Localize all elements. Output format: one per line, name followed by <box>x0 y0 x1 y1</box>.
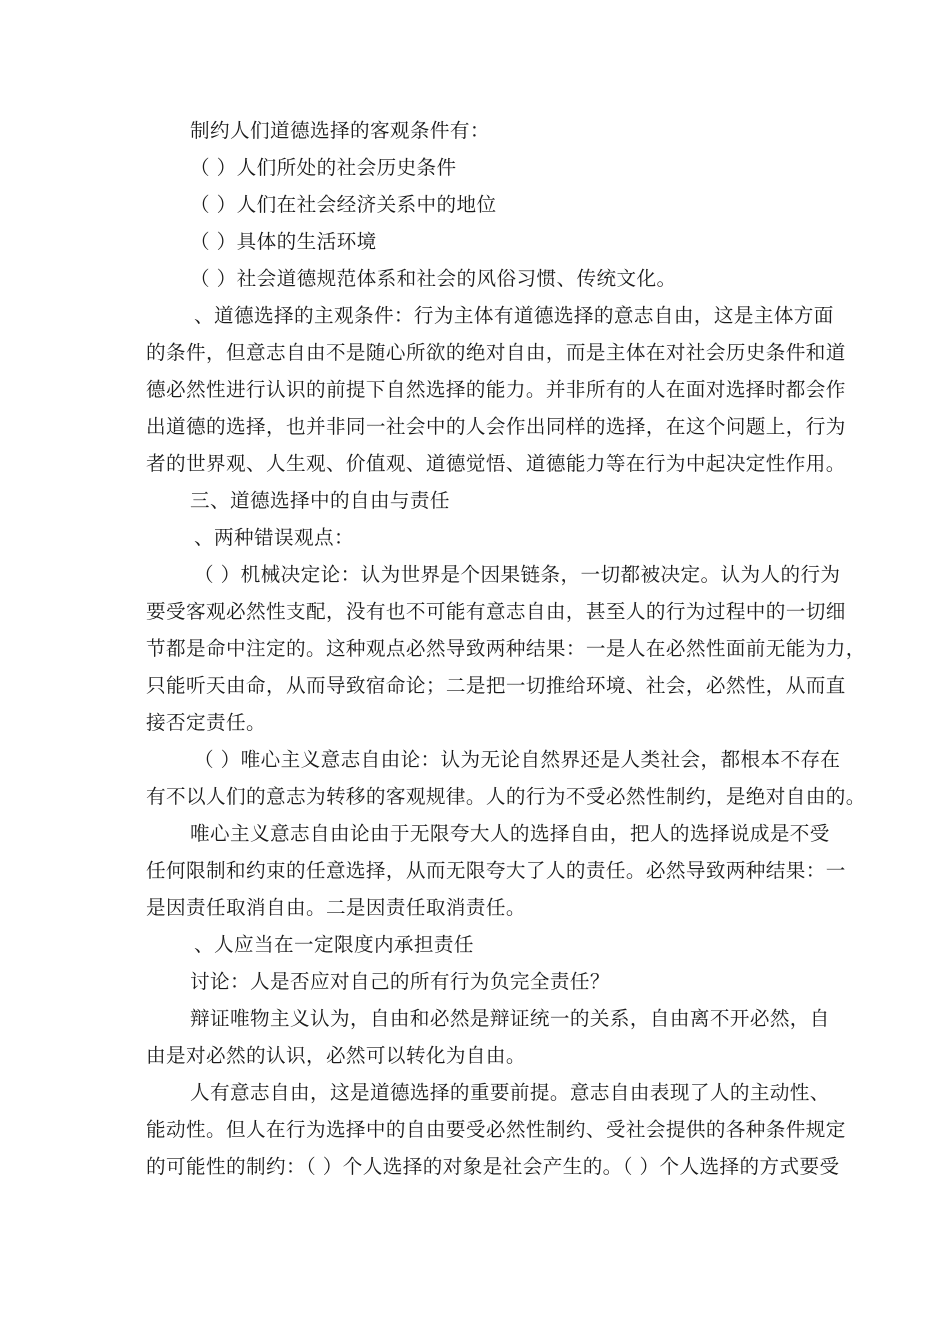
paragraph-line: 辩证唯物主义认为，自由和必然是辩证统一的关系，自由离不开必然，自 <box>190 1007 830 1030</box>
paragraph-line: 的可能性的制约：（ ）个人选择的对象是社会产生的。（ ）个人选择的方式要受 <box>146 1155 840 1178</box>
subsection-heading: 、两种错误观点： <box>194 526 354 549</box>
paragraph-line: 任何限制和约束的任意选择，从而无限夸大了人的责任。必然导致两种结果：一 <box>146 859 846 882</box>
list-item: （ ）社会道德规范体系和社会的风俗习惯、传统文化。 <box>190 267 677 290</box>
paragraph-line: 唯心主义意志自由论由于无限夸大人的选择自由，把人的选择说成是不受 <box>190 822 830 845</box>
paragraph-line: 能动性。但人在行为选择中的自由要受必然性制约、受社会提供的各种条件规定 <box>146 1118 846 1141</box>
paragraph-line: 、道德选择的主观条件：行为主体有道德选择的意志自由，这是主体方面 <box>194 304 834 327</box>
list-item: （ ）人们所处的社会历史条件 <box>190 156 457 179</box>
discussion-question: 讨论：人是否应对自己的所有行为负完全责任？ <box>190 970 610 993</box>
paragraph-line: 人有意志自由，这是道德选择的重要前提。意志自由表现了人的主动性、 <box>190 1081 830 1104</box>
section-heading: 三、道德选择中的自由与责任 <box>190 489 450 512</box>
paragraph-line: 者的世界观、人生观、价值观、道德觉悟、道德能力等在行为中起决定性作用。 <box>146 452 846 475</box>
document-body <box>146 112 866 1185</box>
paragraph-line: 由是对必然的认识，必然可以转化为自由。 <box>146 1044 526 1067</box>
paragraph-line: 要受客观必然性支配，没有也不可能有意志自由，甚至人的行为过程中的一切细 <box>146 600 846 623</box>
paragraph-line: 只能听天由命，从而导致宿命论；二是把一切推给环境、社会，必然性，从而直 <box>146 674 846 697</box>
paragraph-line: 的条件，但意志自由不是随心所欲的绝对自由，而是主体在对社会历史条件和道 <box>146 341 846 364</box>
paragraph-line: （ ）机械决定论：认为世界是个因果链条，一切都被决定。认为人的行为 <box>194 563 841 586</box>
paragraph-line: （ ）唯心主义意志自由论：认为无论自然界还是人类社会，都根本不存在 <box>194 748 841 771</box>
paragraph-line: 节都是命中注定的。这种观点必然导致两种结果：一是人在必然性面前无能为力， <box>146 637 866 660</box>
text-line: 制约人们道德选择的客观条件有： <box>190 119 490 142</box>
paragraph-line: 是因责任取消自由。二是因责任取消责任。 <box>146 896 526 919</box>
subsection-heading: 、人应当在一定限度内承担责任 <box>194 933 474 956</box>
paragraph-line: 德必然性进行认识的前提下自然选择的能力。并非所有的人在面对选择时都会作 <box>146 378 846 401</box>
paragraph-line: 出道德的选择，也并非同一社会中的人会作出同样的选择，在这个问题上，行为 <box>146 415 846 438</box>
paragraph-line: 接否定责任。 <box>146 711 266 734</box>
list-item: （ ）具体的生活环境 <box>190 230 377 253</box>
list-item: （ ）人们在社会经济关系中的地位 <box>190 193 497 216</box>
paragraph-line: 有不以人们的意志为转移的客观规律。人的行为不受必然性制约，是绝对自由的。 <box>146 785 866 808</box>
